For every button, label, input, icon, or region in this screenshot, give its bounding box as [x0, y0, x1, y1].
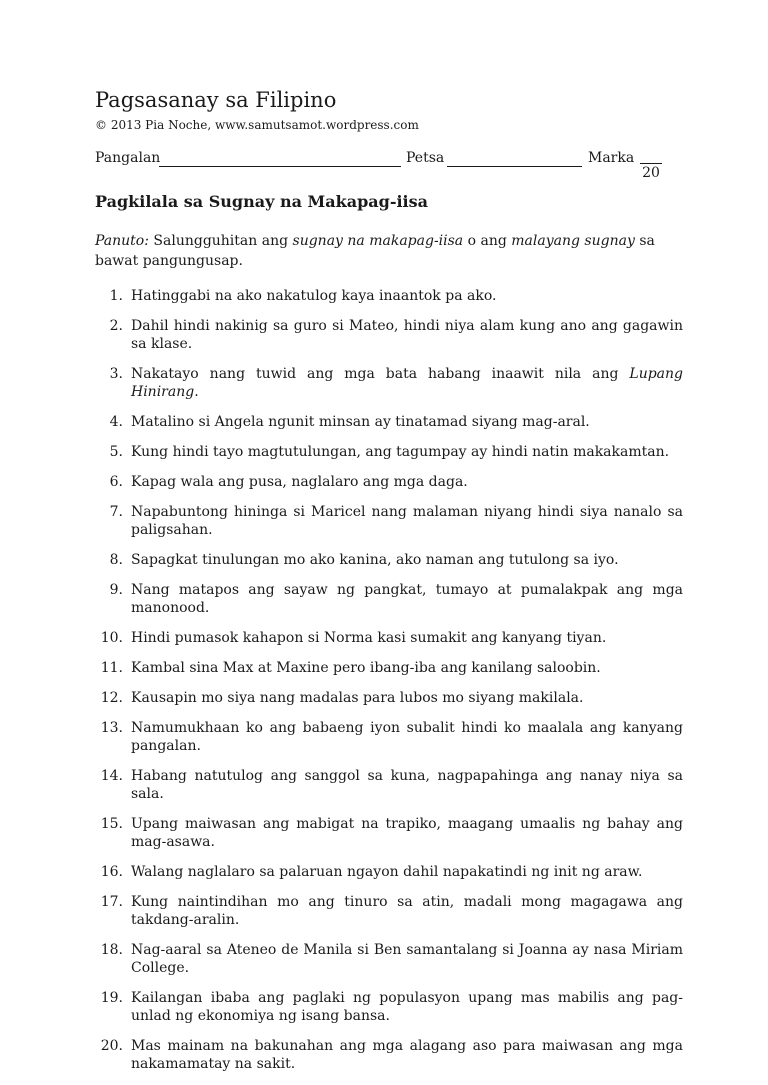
- list-item[interactable]: [95, 689, 683, 707]
- list-item[interactable]: [95, 815, 683, 851]
- instructions-part1: Salungguhitan ang: [153, 233, 289, 249]
- list-item[interactable]: [95, 1037, 683, 1073]
- item-number: 14.: [100, 768, 123, 784]
- item-text: Kapag wala ang pusa, naglalaro ang mga daga.: [131, 474, 468, 490]
- item-text: Habang natutulog ang sanggol sa kuna, nagpapahinga ang nanay niya sa sala.: [131, 768, 683, 802]
- score-label: Marka: [588, 150, 635, 166]
- item-number: 11.: [100, 660, 123, 676]
- instructions: [95, 231, 683, 271]
- item-number: 3.: [109, 366, 123, 382]
- instructions-label: Panuto:: [95, 233, 149, 249]
- item-text: Hindi pumasok kahapon si Norma kasi sumakit ang kanyang tiyan.: [131, 630, 607, 646]
- list-item[interactable]: [95, 317, 683, 353]
- item-number: 19.: [100, 990, 123, 1006]
- item-number: 2.: [109, 318, 123, 334]
- section-title: Pagkilala sa Sugnay na Makapag-iisa: [95, 192, 428, 211]
- list-item[interactable]: [95, 413, 683, 431]
- item-text: Kausapin mo siya nang madalas para lubos mo siyang makilala.: [131, 690, 584, 706]
- date-label: Petsa: [406, 150, 445, 166]
- item-text: Matalino si Angela ngunit minsan ay tinatamad siyang mag-aral.: [131, 414, 590, 430]
- exercise-list: [95, 287, 683, 1073]
- item-number: 17.: [100, 894, 123, 910]
- list-item[interactable]: [95, 989, 683, 1025]
- list-item[interactable]: [95, 767, 683, 803]
- list-item[interactable]: [95, 287, 683, 305]
- list-item[interactable]: [95, 551, 683, 569]
- item-text: Hatinggabi na ako nakatulog kaya inaantok pa ako.: [131, 288, 497, 304]
- item-italic-text: Lupang Hinirang: [131, 366, 683, 400]
- item-number: 4.: [109, 414, 123, 430]
- instructions-part3: sa bawat pangungusap.: [95, 233, 655, 269]
- page-title: Pagsasanay sa Filipino: [95, 88, 337, 112]
- item-number: 16.: [100, 864, 123, 880]
- list-item[interactable]: [95, 365, 683, 401]
- item-number: 13.: [100, 720, 123, 736]
- list-item[interactable]: [95, 581, 683, 617]
- list-item[interactable]: [95, 473, 683, 491]
- item-text: Nag-aaral sa Ateneo de Manila si Ben samantalang si Joanna ay nasa Miriam College.: [131, 942, 683, 976]
- list-item[interactable]: [95, 629, 683, 647]
- date-field[interactable]: [447, 166, 582, 167]
- item-number: 20.: [100, 1038, 123, 1054]
- item-text: Mas mainam na bakunahan ang mga alagang aso para maiwasan ang mga nakamamatay na sakit.: [131, 1038, 683, 1072]
- copyright-symbol: ©: [95, 118, 107, 132]
- copyright-text: 2013 Pia Noche, www.samutsamot.wordpress.com: [110, 118, 419, 132]
- list-item[interactable]: [95, 503, 683, 539]
- item-number: 15.: [100, 816, 123, 832]
- item-text: Namumukhaan ko ang babaeng iyon subalit hindi ko maalala ang kanyang pangalan.: [131, 720, 683, 754]
- item-text: Sapagkat tinulungan mo ako kanina, ako naman ang tutulong sa iyo.: [131, 552, 619, 568]
- name-field[interactable]: [159, 166, 401, 167]
- instructions-term1: sugnay na makapag-iisa: [292, 233, 464, 249]
- student-info-fields: [95, 147, 683, 181]
- item-text: Walang naglalaro sa palaruan ngayon dahil napakatindi ng init ng araw.: [131, 864, 643, 880]
- list-item[interactable]: [95, 719, 683, 755]
- instructions-part2: o ang: [467, 233, 507, 249]
- item-text: Kailangan ibaba ang paglaki ng populasyon upang mas mabilis ang pag-unlad ng ekonomiya ng isang bansa.: [131, 990, 683, 1024]
- item-number: 1.: [109, 288, 123, 304]
- worksheet: [95, 86, 683, 1085]
- item-text: Nakatayo nang tuwid ang mga bata habang inaawit nila ang: [131, 366, 619, 382]
- item-text: Nang matapos ang sayaw ng pangkat, tumayo at pumalakpak ang mga manonood.: [131, 582, 683, 616]
- item-text: Kung naintindihan mo ang tinuro sa atin, madali mong magagawa ang takdang-aralin.: [131, 894, 683, 928]
- item-number: 8.: [109, 552, 123, 568]
- list-item[interactable]: [95, 863, 683, 881]
- item-number: 18.: [100, 942, 123, 958]
- item-number: 6.: [109, 474, 123, 490]
- item-text: Kung hindi tayo magtutulungan, ang tagumpay ay hindi natin makakamtan.: [131, 444, 670, 460]
- score-total: 20: [640, 163, 662, 182]
- list-item[interactable]: [95, 941, 683, 977]
- item-number: 7.: [109, 504, 123, 520]
- copyright-line: [95, 117, 683, 133]
- list-item[interactable]: [95, 893, 683, 929]
- item-text: Dahil hindi nakinig sa guro si Mateo, hindi niya alam kung ano ang gagawin sa klase.: [131, 318, 683, 352]
- item-number: 12.: [100, 690, 123, 706]
- name-label: Pangalan: [95, 150, 161, 166]
- item-number: 5.: [109, 444, 123, 460]
- item-number: 10.: [100, 630, 123, 646]
- item-text: Kambal sina Max at Maxine pero ibang-iba ang kanilang saloobin.: [131, 660, 601, 676]
- item-text-end: .: [194, 384, 199, 400]
- item-text: Upang maiwasan ang mabigat na trapiko, maagang umaalis ng bahay ang mag-asawa.: [131, 816, 683, 850]
- item-text: Napabuntong hininga si Maricel nang malaman niyang hindi siya nanalo sa paligsahan.: [131, 504, 683, 538]
- list-item[interactable]: [95, 443, 683, 461]
- list-item[interactable]: [95, 659, 683, 677]
- instructions-term2: malayang sugnay: [511, 233, 635, 249]
- item-number: 9.: [109, 582, 123, 598]
